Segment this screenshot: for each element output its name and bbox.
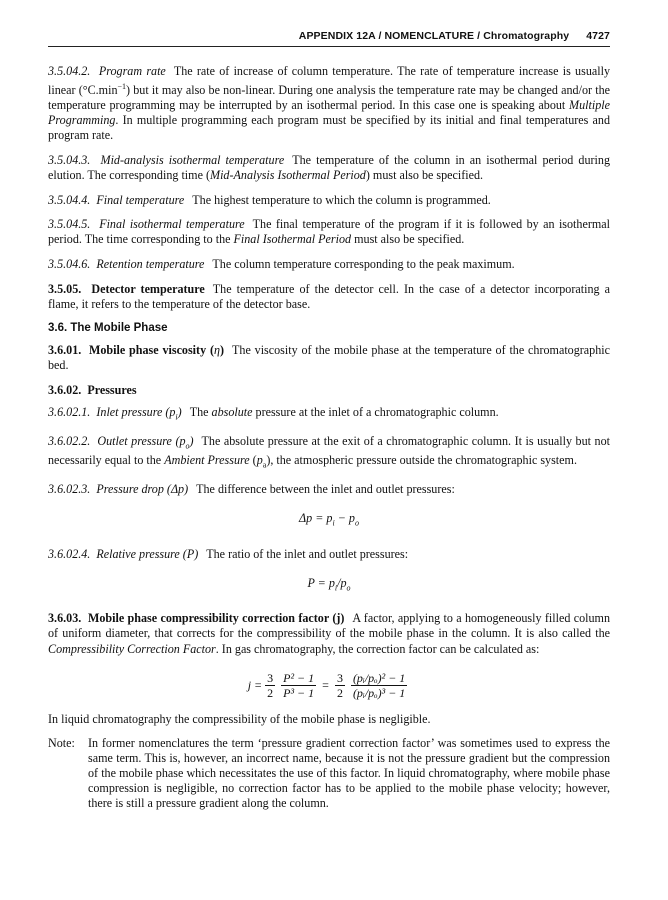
entry-number: 3.5.04.2. xyxy=(48,64,91,78)
entry-number: 3.5.04.4. xyxy=(48,192,91,207)
entry-3-6-03: 3.6.03. Mobile phase compressibility correction factor (j) A factor, applying to a homogeneously filled column of uniform diameter, that corrects for the compressibility of the mobile phase in the column. It is also called the Compressibility Correction Factor. In gas chromatography, the correction factor can be calculated as: xyxy=(48,611,610,656)
entry-number: 3.6.01. xyxy=(48,342,82,357)
cross-reference: Ambient Pressure xyxy=(164,453,250,468)
entry-term: Detector temperature xyxy=(91,281,205,296)
entry-term: Final temperature xyxy=(96,192,185,207)
entry-3-5-04-2: 3.5.04.2. Program rate The rate of increase of column temperature. The rate of temperature increase is usually linear $(^\circ C.\min^{-1})$ but it may also be non-linear. During one analysis the temperature rate may be changed and/or the temperature programming may be interrupted by an isothermal period. In this case one is speaking about Multiple Programming. In multiple programming each program must be specified by its initial and final temperatures and program rate. xyxy=(48,64,610,143)
entry-term: Relative pressure (P) xyxy=(96,546,199,561)
entry-term: Inlet pressure (p xyxy=(96,404,176,419)
cross-reference: Multiple Programming xyxy=(48,98,610,128)
entry-3-5-05: 3.5.05. Detector temperature The temperature of the detector cell. In the case of a detector incorporating a flame, it refers to the temperature of the detector base. xyxy=(48,281,610,311)
equation-relative-pressure: $P = p_i/p_o$ xyxy=(307,575,351,593)
entry-number: 3.6.02.4. xyxy=(48,546,91,561)
equation-pressure-drop: $\Delta p = p_i - p_o$ xyxy=(299,511,359,528)
entry-number: 3.5.05. xyxy=(48,281,82,296)
page-body xyxy=(48,64,610,811)
entry-3-6-02-2: 3.6.02.2. Outlet pressure $(p_o)$ The absolute pressure at the exit of a chromatographic column. It is usually but not necessarily equal to the Ambient Pressure $(p_a)$, the atmospheric pressure outside the chromatographic system. xyxy=(48,433,610,470)
entry-term: Retention temperature xyxy=(96,256,205,271)
note-block xyxy=(48,736,610,811)
liquid-chromatography-remark: In liquid chromatography the compressibility of the mobile phase is negligible. xyxy=(48,711,431,726)
entry-term: Mobile phase viscosity ( xyxy=(88,342,214,357)
equation-compressibility-factor: j = $\frac{3}{2}$ $\frac{\text{P² − 1}}{\text{P³ − 1}}$ = $\frac{3}{2}$ $\frac{\text{(pᵢ/pₒ)² − 1}}{\text{(pᵢ/pₒ)³ − 1}}$ xyxy=(247,670,406,700)
entry-term: Mid-analysis isothermal temperature xyxy=(100,153,285,167)
note-label: Note: xyxy=(48,735,75,750)
entry-number: 3.6.03. xyxy=(48,611,82,626)
entry-number: 3.5.04.3. xyxy=(48,153,91,167)
entry-3-6-02-3: 3.6.02.3. Pressure drop (Δp) The difference between the inlet and outlet pressures: xyxy=(48,482,455,497)
entry-3-6-02-4: 3.6.02.4. Relative pressure (P) The ratio of the inlet and outlet pressures: xyxy=(48,546,409,561)
entry-term: Pressure drop (Δp) xyxy=(96,482,189,497)
entry-number: 3.6.02.1. xyxy=(48,404,91,419)
entry-3-5-04-5: 3.5.04.5. Final isothermal temperature The final temperature of the program if it is followed by an isothermal period. The time corresponding to the Final Isothermal Period must also be specified. xyxy=(48,217,610,247)
entry-3-5-04-4: 3.5.04.4. Final temperature The highest temperature to which the column is programmed. xyxy=(48,192,491,207)
entry-3-5-04-3: 3.5.04.3. Mid-analysis isothermal temperature The temperature of the column in an isothermal period during elution. The corresponding time (Mid-Analysis Isothermal Period) must also be specified. xyxy=(48,153,610,183)
entry-number: 3.6.02.3. xyxy=(48,482,91,497)
entry-term: Pressures xyxy=(87,382,137,397)
running-header xyxy=(299,30,610,42)
entry-number: 3.5.04.6. xyxy=(48,256,91,271)
header-title: APPENDIX 12A / NOMENCLATURE / Chromatography xyxy=(298,30,570,42)
entry-term: Final isothermal temperature xyxy=(99,217,245,232)
entry-term: Mobile phase compressibility correction factor (j) xyxy=(87,611,345,626)
entry-number: 3.5.04.5. xyxy=(48,217,91,232)
section-heading: 3.6. The Mobile Phase xyxy=(48,321,168,334)
page-number: 4727 xyxy=(586,30,610,42)
cross-reference: Mid-Analysis Isothermal Period xyxy=(210,168,366,183)
entry-3-6-02-1: 3.6.02.1. Inlet pressure $(p_i)$ The absolute pressure at the inlet of a chromatographic column. xyxy=(48,404,499,422)
cross-reference: Final Isothermal Period xyxy=(233,232,352,247)
entry-number: 3.6.02.2. xyxy=(48,433,91,448)
entry-number: 3.6.02. xyxy=(48,382,82,397)
cross-reference: Compressibility Correction Factor xyxy=(48,641,216,656)
entry-3-6-02 xyxy=(48,383,610,398)
entry-term: Outlet pressure (p xyxy=(97,433,186,448)
entry-term: Program rate xyxy=(98,64,166,78)
entry-3-6-01: 3.6.01. Mobile phase viscosity (η) The viscosity of the mobile phase at the temperature of the chromatographic bed. xyxy=(48,342,610,372)
header-rule xyxy=(48,46,610,47)
note-text: In former nomenclatures the term ‘pressure gradient correction factor’ was sometimes used to express the same term. This is, however, an incorrect name, because it is not the pressure gradient but the compression of the mobile phase which necessitates the use of this factor. In liquid chromatography, where mobile phase compression is negligible, no correction factor has to be applied to the mobile phase velocity; however, there is still a pressure gradient along the column. xyxy=(88,735,610,811)
entry-3-5-04-6: 3.5.04.6. Retention temperature The column temperature corresponding to the peak maximum. xyxy=(48,256,515,271)
